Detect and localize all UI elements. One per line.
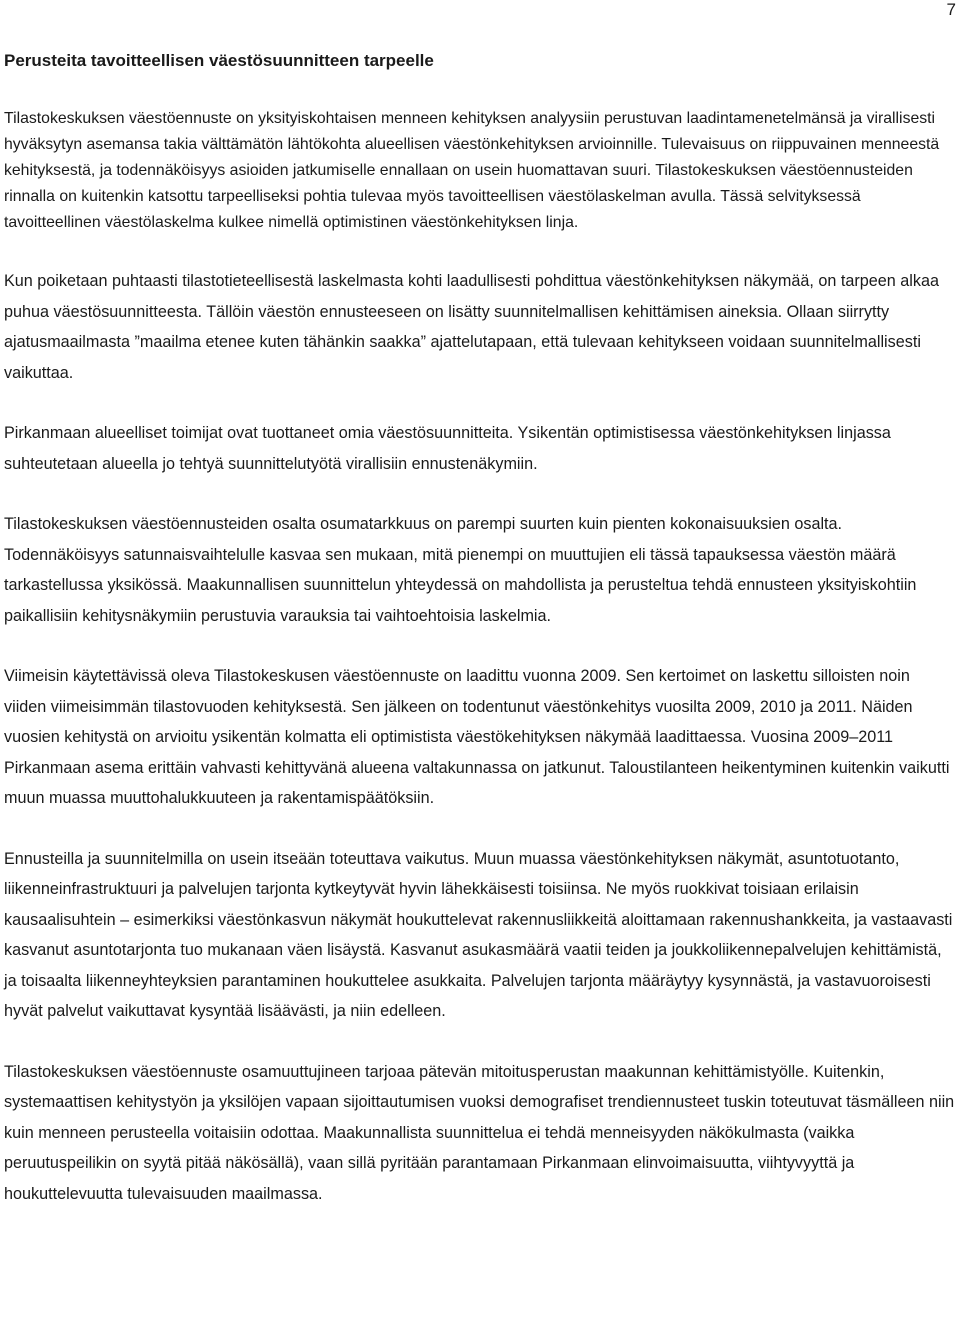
- paragraph-3: Pirkanmaan alueelliset toimijat ovat tuottaneet omia väestösuunnitteita. Ysikentän optimistisessa väestönkehityksen linjassa suhteutetaan alueella jo tehtyä suunnittelutyötä virallisiin ennustenäkymiin.: [4, 424, 891, 473]
- paragraph-4: Tilastokeskuksen väestöennusteiden osalta osumatarkkuus on parempi suurten kuin pienten kokonaisuuksien osalta. Todennäköisyys satunnaisvaihtelulle kasvaa sen mukaan, mitä pienempi on muuttujien eli tässä tapauksessa väestön määrä tarkastellussa yksikössä. Maakunnallisen suunnittelun yhteydessä on mahdollista ja perusteltua tehdä ennusteen yksityiskohtiin paikallisiin kehitysnäkymiin perustuvia varauksia tai vaihtoehtoisia laskelmia.: [4, 515, 917, 625]
- paragraph-2: Kun poiketaan puhtaasti tilastotieteellisestä laskelmasta kohti laadullisesti pohdittua väestönkehityksen näkymää, on tarpeen alkaa puhua väestösuunnitteesta. Tällöin väestön ennusteeseen on lisätty suunnitelmallisen kehittämisen aineksia. Ollaan siirrytty ajatusmaailmasta ”maailma etenee kuten tähänkin saakka” ajattelutapaan, että tulevaan kehitykseen voidaan suunnitelmallisesti vaikuttaa.: [4, 272, 939, 382]
- body-text: [4, 106, 956, 1239]
- paragraph-7: Tilastokeskuksen väestöennuste osamuuttujineen tarjoaa pätevän mitoitusperustan maakunnan kehittämistyölle. Kuitenkin, systemaattisen kehitystyön ja yksilöjen vapaan sijoittautumisen vuoksi demografiset trendiennusteet tuskin toteutuvat täsmälleen niin kuin menneen perusteella voitaisiin odottaa. Maakunnallista suunnittelua ei tehdä menneisyyden näkökulmasta (vaikka peruutuspeilikin on syytä pitää näkösällä), vaan sillä pyritään parantamaan Pirkanmaan elinvoimaisuutta, viihtyvyyttä ja houkuttelevuutta tulevaisuuden maailmassa.: [4, 1062, 955, 1203]
- paragraph-1: Tilastokeskuksen väestöennuste on yksityiskohtaisen menneen kehityksen analyysiin perustuvan laadintamenetelmänsä ja virallisesti hyväksytyn asemansa takia välttämätön lähtökohta alueellisen väestönkehityksen arvioinnille. Tulevaisuus on riippuvainen menneestä kehityksestä, ja todennäköisyys asioiden jatkumiselle ennallaan on usein huomattavan suuri. Tilastokeskuksen väestöennusteiden rinnalla on kuitenkin katsottu tarpeelliseksi pohtia tulevaa myös tavoitteellisen väestölaskelman avulla. Tässä selvityksessä tavoitteellinen väestölaskelma kulkee nimellä optimistinen väestönkehityksen linja.: [4, 110, 940, 231]
- page-title: Perusteita tavoitteellisen väestösuunnitteen tarpeelle: [4, 51, 434, 70]
- page-number: 7: [946, 0, 956, 19]
- paragraph-5: Viimeisin käytettävissä oleva Tilastokeskusen väestöennuste on laadittu vuonna 2009. Sen kertoimet on laskettu silloisten noin viiden viimeisimmän tilastovuoden kehityksestä. Sen jälkeen on todentunut väestönkehitys vuosilta 2009, 2010 ja 2011. Näiden vuosien kehitystä on arvioitu ysikentän kolmatta eli optimistista väestökehityksen näkymää laadittaessa. Vuosina 2009–2011 Pirkanmaan asema erittäin vahvasti kehittyvänä alueena valtakunnassa on jatkunut. Taloustilanteen heikentyminen kuitenkin vaikutti muun muassa muuttohalukkuuteen ja rakentamispäätöksiin.: [4, 667, 950, 807]
- paragraph-6: Ennusteilla ja suunnitelmilla on usein itseään toteuttava vaikutus. Muun muassa väestönkehityksen näkymät, asuntotuotanto, liikenneinfrastruktuuri ja palvelujen tarjonta kytkeytyvät hyvin lähekkäisesti toisiinsa. Ne myös ruokkivat toisiaan erilaisin kausaalisuhtein – esimerkiksi väestönkasvun näkymät houkuttelevat rakennusliikkeitä aloittamaan rakennushankkeita, ja vastaavasti kasvanut asuntotarjonta tuo mukanaan väen lisäystä. Kasvanut asukasmäärä vaatii teiden ja joukkoliikennepalvelujen kehittämistä, ja toisaalta liikenneyhteyksien parantaminen houkuttelee asukkaita. Palvelujen tarjonta määräytyy kysynnästä, ja vastavuoroisesti hyvät palvelut vaikuttavat kysyntää lisäävästi, ja niin edelleen.: [4, 849, 953, 1020]
